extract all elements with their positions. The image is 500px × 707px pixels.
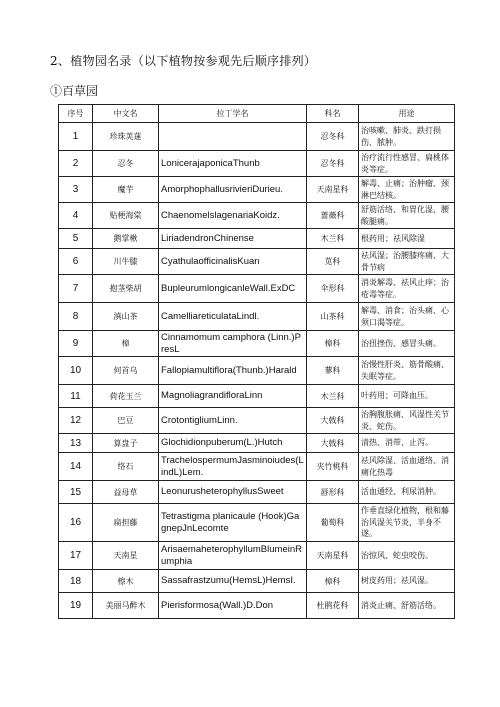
use-description: 治胸腹胀痛、风湿性关节炎、蛇伤。 <box>359 408 455 434</box>
table-body <box>59 123 455 619</box>
chinese-name: 美丽马醉木 <box>93 593 159 619</box>
latin-name: Cinnamomum camphora (Linn.)PresL <box>159 331 307 357</box>
row-number: 11 <box>59 385 93 408</box>
chinese-name: 滇山茶 <box>93 303 159 331</box>
use-description: 消炎止痛、舒筋活络。 <box>359 593 455 619</box>
table-row <box>59 151 455 177</box>
chinese-name: 荷花玉兰 <box>93 385 159 408</box>
family-name: 山茶科 <box>307 303 359 331</box>
family-name: 天南星科 <box>307 177 359 203</box>
latin-name: Glochidionpuberum(L.)Hutch <box>159 434 307 453</box>
plant-table <box>58 104 455 619</box>
chinese-name: 鹅掌楸 <box>93 229 159 249</box>
chinese-name: 络石 <box>93 453 159 481</box>
use-description: 治咳嗽、肺炎、跌打损伤、脓肿。 <box>359 123 455 151</box>
latin-name: LonicerajaponicaThunb <box>159 151 307 177</box>
subsection-heading: ①百草园 <box>50 84 99 98</box>
family-name: 木兰科 <box>307 385 359 408</box>
row-number: 4 <box>59 203 93 229</box>
latin-name: Sassafrastzumu(HemsL)HemsI. <box>159 570 307 593</box>
table-row <box>59 303 455 331</box>
chinese-name: 益母草 <box>93 481 159 504</box>
row-number: 7 <box>59 275 93 303</box>
use-description: 根药用；祛风除湿 <box>359 229 455 249</box>
row-number: 5 <box>59 229 93 249</box>
table-row <box>59 123 455 151</box>
table-row <box>59 481 455 504</box>
row-number: 13 <box>59 434 93 453</box>
row-number: 2 <box>59 151 93 177</box>
header-use: 用途 <box>359 105 455 123</box>
row-number: 6 <box>59 249 93 275</box>
latin-name: TrachelospermumJasminoiudes(LindL)Lem. <box>159 453 307 481</box>
table-row <box>59 203 455 229</box>
row-number: 17 <box>59 542 93 570</box>
use-description: 祛风湿；治腰膝疼痛、大骨节病 <box>359 249 455 275</box>
use-description: 解毒、止痛；治肿瘤、颈淋巴结核。 <box>359 177 455 203</box>
row-number: 18 <box>59 570 93 593</box>
family-name: 葡萄科 <box>307 504 359 542</box>
family-name: 忍冬科 <box>307 151 359 177</box>
family-name: 忍冬科 <box>307 123 359 151</box>
table-row <box>59 249 455 275</box>
row-number: 1 <box>59 123 93 151</box>
use-description: 解毒、消食；治头痛、心须口渴等症。 <box>359 303 455 331</box>
family-name: 大戟科 <box>307 408 359 434</box>
use-description: 消炎解毒、祛风止痒；治疮毒等症。 <box>359 275 455 303</box>
latin-name: Fallopiamultiflora(Thunb.)Harald <box>159 357 307 385</box>
row-number: 15 <box>59 481 93 504</box>
table-row <box>59 542 455 570</box>
chinese-name: 忍冬 <box>93 151 159 177</box>
row-number: 3 <box>59 177 93 203</box>
section-heading: 2、植物园名录（以下植物按参观先后顺序排列） <box>50 54 317 68</box>
chinese-name: 何首乌 <box>93 357 159 385</box>
header-number: 序号 <box>59 105 93 123</box>
chinese-name: 天南星 <box>93 542 159 570</box>
table-row <box>59 593 455 619</box>
row-number: 14 <box>59 453 93 481</box>
table-header-row <box>59 105 455 123</box>
chinese-name: 扁担藤 <box>93 504 159 542</box>
family-name: 蔷薇科 <box>307 203 359 229</box>
header-chinese-name: 中文名 <box>93 105 159 123</box>
latin-name: ArisaemaheterophyllumBlumeinRumphia <box>159 542 307 570</box>
use-description: 舒筋活络、和胃化湿，腰酸腿痛。 <box>359 203 455 229</box>
family-name: 苋科 <box>307 249 359 275</box>
table-row <box>59 229 455 249</box>
table-row <box>59 434 455 453</box>
chinese-name: 珍珠荚蒾 <box>93 123 159 151</box>
family-name: 唇形科 <box>307 481 359 504</box>
chinese-name: 魔芋 <box>93 177 159 203</box>
table-row <box>59 177 455 203</box>
table-row <box>59 331 455 357</box>
family-name: 大戟科 <box>307 434 359 453</box>
latin-name: AmorphophallusrivieriDurieu. <box>159 177 307 203</box>
family-name: 樟科 <box>307 331 359 357</box>
family-name: 天南星科 <box>307 542 359 570</box>
table-row <box>59 385 455 408</box>
row-number: 16 <box>59 504 93 542</box>
latin-name: Pierisformosa(Wall.)D.Don <box>159 593 307 619</box>
latin-name: MagnoliagrandifloraLinn <box>159 385 307 408</box>
latin-name: CyathulaofficinalisKuan <box>159 249 307 275</box>
latin-name: ChaenomelslagenariaKoidz. <box>159 203 307 229</box>
chinese-name: 檫木 <box>93 570 159 593</box>
chinese-name: 抱茎柴胡 <box>93 275 159 303</box>
latin-name <box>159 123 307 151</box>
use-description: 作垂直绿化植物，根和藤治风湿关节炎，半身不遂。 <box>359 504 455 542</box>
row-number: 10 <box>59 357 93 385</box>
latin-name: LeonurusheterophyllusSweet <box>159 481 307 504</box>
family-name: 樟科 <box>307 570 359 593</box>
latin-name: Tetrastigma planicaule (Hook)GagnepJnLecomte <box>159 504 307 542</box>
table-row <box>59 408 455 434</box>
use-description: 祛风除湿、活血通络、消痛化热毒 <box>359 453 455 481</box>
latin-name: BupleurumlongicanleWall.ExDC <box>159 275 307 303</box>
use-description: 治慢性肝炎、筋骨酸痛、失眠等症。 <box>359 357 455 385</box>
chinese-name: 川牛膝 <box>93 249 159 275</box>
table-row <box>59 357 455 385</box>
header-family: 科名 <box>307 105 359 123</box>
table-row <box>59 453 455 481</box>
family-name: 木兰科 <box>307 229 359 249</box>
table-row <box>59 570 455 593</box>
table-row <box>59 504 455 542</box>
chinese-name: 樟 <box>93 331 159 357</box>
use-description: 活血通经、利尿消肿。 <box>359 481 455 504</box>
use-description: 清热、消带、止泻。 <box>359 434 455 453</box>
latin-name: CamelliareticulataLindl. <box>159 303 307 331</box>
chinese-name: 贴梗海棠 <box>93 203 159 229</box>
chinese-name: 巴豆 <box>93 408 159 434</box>
family-name: 伞形科 <box>307 275 359 303</box>
use-description: 治疗流行性感冒、扁桃体炎等症。 <box>359 151 455 177</box>
family-name: 夹竹桃科 <box>307 453 359 481</box>
family-name: 杜鹃花科 <box>307 593 359 619</box>
latin-name: LiriadendronChinense <box>159 229 307 249</box>
table-row <box>59 275 455 303</box>
use-description: 树皮药用；祛风湿。 <box>359 570 455 593</box>
row-number: 12 <box>59 408 93 434</box>
use-description: 叶药用；可降血压。 <box>359 385 455 408</box>
row-number: 8 <box>59 303 93 331</box>
row-number: 19 <box>59 593 93 619</box>
latin-name: CrotontigliumLinn. <box>159 408 307 434</box>
chinese-name: 算盘子 <box>93 434 159 453</box>
header-latin-name: 拉丁学名 <box>159 105 307 123</box>
family-name: 蓼科 <box>307 357 359 385</box>
row-number: 9 <box>59 331 93 357</box>
use-description: 治扭挫伤、感冒头痛。 <box>359 331 455 357</box>
use-description: 治惊风、蛇虫咬伤。 <box>359 542 455 570</box>
